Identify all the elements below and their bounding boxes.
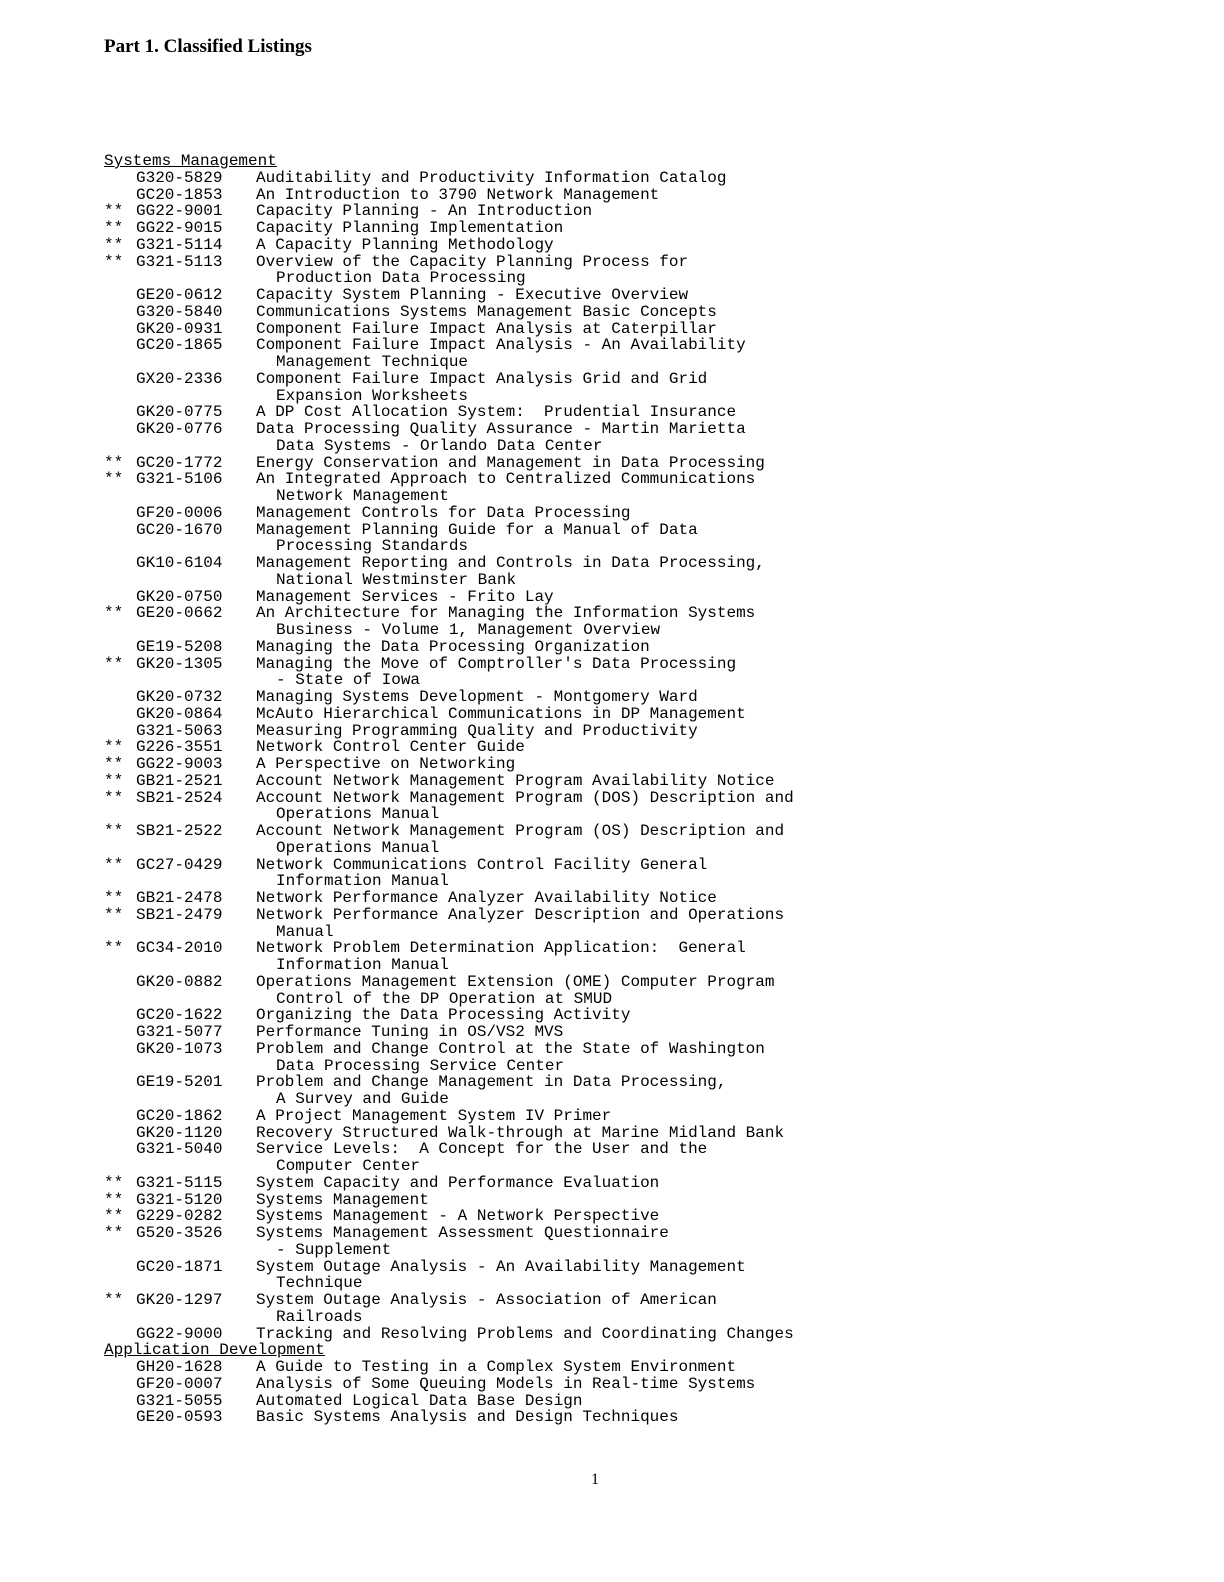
listing-entry <box>104 421 856 455</box>
new-entry-marker <box>104 1393 136 1410</box>
title-line: Network Performance Analyzer Description and Operations <box>256 905 785 924</box>
listing-entry <box>104 1141 856 1175</box>
publication-code: G321-5040 <box>136 1140 223 1159</box>
title-line: An Introduction to 3790 Network Management <box>256 185 660 204</box>
title-continuation-line: Processing Standards <box>276 537 469 556</box>
new-entry-marker <box>104 589 136 606</box>
publication-title <box>256 321 856 338</box>
title-line: Management Planning Guide for a Manual of Data <box>256 520 698 539</box>
publication-code: G321-5063 <box>136 721 223 740</box>
listing-entry <box>104 1192 856 1209</box>
title-line: Energy Conservation and Management in Data Processing <box>256 453 765 472</box>
title-line: Capacity System Planning - Executive Overview <box>256 286 689 304</box>
listing-entry <box>104 1292 856 1326</box>
publication-title <box>256 605 856 639</box>
listing-entry <box>104 639 856 656</box>
title-continuation-line: Business - Volume 1, Management Overview <box>276 621 661 639</box>
publication-title <box>256 287 856 304</box>
publication-code: GK20-0882 <box>136 972 223 991</box>
new-entry-marker <box>104 421 136 455</box>
publication-code: GG22-9015 <box>136 219 223 237</box>
listing-entry <box>104 605 856 639</box>
new-entry-marker <box>104 1074 136 1108</box>
publication-title <box>256 656 856 690</box>
title-line: Tracking and Resolving Problems and Coordinating Changes <box>256 1324 794 1343</box>
new-entry-marker <box>104 522 136 556</box>
title-line: Network Communications Control Facility General <box>256 855 708 874</box>
new-entry-marker: ** <box>104 1207 124 1226</box>
publication-title <box>256 639 856 656</box>
publication-code: GK20-1073 <box>136 1039 223 1058</box>
title-line: Network Control Center Guide <box>256 738 525 757</box>
new-entry-marker: ** <box>104 202 124 221</box>
publication-title <box>256 187 856 204</box>
listing-entry <box>104 1007 856 1024</box>
publication-code: GK20-0775 <box>136 403 223 422</box>
publication-title <box>256 203 856 220</box>
title-line: An Integrated Approach to Centralized Communications <box>256 470 756 489</box>
listing-entry <box>104 1125 856 1142</box>
title-continuation-line: National Westminster Bank <box>276 570 517 589</box>
listing-entry <box>104 974 856 1008</box>
new-entry-marker: ** <box>104 771 124 790</box>
new-entry-marker <box>104 689 136 706</box>
publication-code: GC20-1853 <box>136 185 223 204</box>
new-entry-marker <box>104 1409 136 1426</box>
listing-entry <box>104 890 856 907</box>
publication-title <box>256 170 856 187</box>
new-entry-marker <box>104 706 136 723</box>
listing-entry <box>104 689 856 706</box>
publication-code: GC20-1772 <box>136 453 223 472</box>
publication-title <box>256 1074 856 1108</box>
listing-entry <box>104 1074 856 1108</box>
new-entry-marker: ** <box>104 889 124 907</box>
title-line: Component Failure Impact Analysis at Caterpillar <box>256 319 717 338</box>
title-line: Managing Systems Development - Montgomery Ward <box>256 688 698 706</box>
title-line: Component Failure Impact Analysis Grid and Grid <box>256 369 708 388</box>
publication-title <box>256 455 856 472</box>
listing-entry <box>104 170 856 187</box>
new-entry-marker <box>104 723 136 740</box>
title-line: Managing the Move of Comptroller's Data Processing <box>256 654 737 673</box>
title-continuation-line: Operations Manual <box>276 838 440 857</box>
publication-title <box>256 857 856 891</box>
listing-entry <box>104 656 856 690</box>
publication-title <box>256 1192 856 1209</box>
publication-code: GC27-0429 <box>136 855 223 874</box>
section-title: Systems Management <box>104 152 277 170</box>
publication-title <box>256 739 856 756</box>
publication-code: G321-5120 <box>136 1190 223 1209</box>
new-entry-marker: ** <box>104 453 124 472</box>
publication-code: G321-5077 <box>136 1023 223 1041</box>
listing-entry <box>104 203 856 220</box>
title-line: A Guide to Testing in a Complex System Environment <box>256 1358 737 1376</box>
new-entry-marker <box>104 287 136 304</box>
publication-title <box>256 1393 856 1410</box>
new-entry-marker <box>104 639 136 656</box>
title-continuation-line: Information Manual <box>276 956 449 974</box>
publication-title <box>256 471 856 505</box>
new-entry-marker: ** <box>104 939 124 958</box>
title-line: Component Failure Impact Analysis - An Availability <box>256 336 746 355</box>
listing-entry <box>104 723 856 740</box>
publication-title <box>256 1376 856 1393</box>
new-entry-marker: ** <box>104 788 124 807</box>
listing-entry <box>104 505 856 522</box>
new-entry-marker <box>104 505 136 522</box>
new-entry-marker <box>104 337 136 371</box>
title-continuation-line: - Supplement <box>276 1240 392 1259</box>
listing-entry <box>104 1225 856 1259</box>
listing-entry <box>104 739 856 756</box>
publication-code: GC20-1670 <box>136 520 223 539</box>
listing-entry <box>104 589 856 606</box>
publication-code: GG22-9003 <box>136 755 223 773</box>
publication-code: GH20-1628 <box>136 1358 223 1376</box>
title-line: Automated Logical Data Base Design <box>256 1391 583 1410</box>
publication-code: G321-5115 <box>136 1173 223 1192</box>
publication-title <box>256 1259 856 1293</box>
publication-title <box>256 589 856 606</box>
title-line: Measuring Programming Quality and Productivity <box>256 721 698 740</box>
publication-title <box>256 505 856 522</box>
new-entry-marker <box>104 974 136 1008</box>
new-entry-marker <box>104 1259 136 1293</box>
new-entry-marker: ** <box>104 1224 124 1242</box>
new-entry-marker <box>104 1359 136 1376</box>
new-entry-marker <box>104 1108 136 1125</box>
title-continuation-line: Manual <box>276 922 334 941</box>
title-line: Problem and Change Control at the State of Washington <box>256 1039 765 1058</box>
publication-code: GC20-1862 <box>136 1106 223 1125</box>
new-entry-marker <box>104 170 136 187</box>
title-line: A Perspective on Networking <box>256 755 516 773</box>
listing-entry <box>104 1376 856 1393</box>
new-entry-marker <box>104 321 136 338</box>
publication-title <box>256 304 856 321</box>
publication-title <box>256 723 856 740</box>
listing-entry <box>104 404 856 421</box>
listing-entry <box>104 857 856 891</box>
publication-title <box>256 1041 856 1075</box>
title-continuation-line: Technique <box>276 1274 363 1293</box>
page-heading: Part 1. Classified Listings <box>104 36 312 57</box>
new-entry-marker <box>104 555 136 589</box>
publication-code: G321-5113 <box>136 252 223 271</box>
title-line: Organizing the Data Processing Activity <box>256 1006 631 1025</box>
new-entry-marker: ** <box>104 738 124 757</box>
publication-code: SB21-2479 <box>136 905 223 924</box>
publication-title <box>256 756 856 773</box>
title-line: System Capacity and Performance Evaluation <box>256 1173 660 1192</box>
publication-title <box>256 890 856 907</box>
listing-entry <box>104 187 856 204</box>
title-line: Data Processing Quality Assurance - Martin Marietta <box>256 420 746 438</box>
new-entry-marker <box>104 1041 136 1075</box>
listing-entry <box>104 790 856 824</box>
new-entry-marker: ** <box>104 219 124 237</box>
page-number: 1 <box>591 1471 599 1488</box>
title-line: Systems Management <box>256 1190 429 1209</box>
publication-title <box>256 1326 856 1343</box>
new-entry-marker <box>104 1141 136 1175</box>
new-entry-marker: ** <box>104 235 124 254</box>
publication-code: GG22-9000 <box>136 1324 223 1343</box>
publication-code: GK10-6104 <box>136 554 223 572</box>
title-line: Management Controls for Data Processing <box>256 503 631 522</box>
new-entry-marker: ** <box>104 755 124 773</box>
title-line: Service Levels: A Concept for the User and the <box>256 1140 708 1159</box>
publication-code: G229-0282 <box>136 1207 223 1226</box>
new-entry-marker <box>104 1376 136 1393</box>
new-entry-marker <box>104 1007 136 1024</box>
title-continuation-line: Computer Center <box>276 1157 421 1175</box>
publication-title <box>256 1024 856 1041</box>
publication-title <box>256 1108 856 1125</box>
title-line: Recovery Structured Walk-through at Marine Midland Bank <box>256 1123 785 1142</box>
listing-entry <box>104 1393 856 1410</box>
title-continuation-line: Railroads <box>276 1307 363 1326</box>
title-line: Performance Tuning in OS/VS2 MVS <box>256 1023 564 1041</box>
publication-title <box>256 1208 856 1225</box>
title-line: Network Problem Determination Application: General <box>256 939 746 958</box>
publication-title <box>256 555 856 589</box>
title-line: Problem and Change Management in Data Processing, <box>256 1073 727 1092</box>
listing-entry <box>104 1024 856 1041</box>
publication-code: G226-3551 <box>136 738 223 757</box>
title-continuation-line: Network Management <box>276 487 449 505</box>
title-line: Network Performance Analyzer Availability Notice <box>256 889 717 907</box>
publication-title <box>256 254 856 288</box>
title-continuation-line: Production Data Processing <box>276 269 526 288</box>
publication-title <box>256 337 856 371</box>
listing-entry <box>104 337 856 371</box>
publication-title <box>256 823 856 857</box>
title-line: Operations Management Extension (OME) Computer Program <box>256 972 775 991</box>
publication-code: GX20-2336 <box>136 369 223 388</box>
publication-code: GC20-1622 <box>136 1006 223 1025</box>
publication-title <box>256 1225 856 1259</box>
listing-entry <box>104 1041 856 1075</box>
title-line: Analysis of Some Queuing Models in Real-time Systems <box>256 1374 756 1393</box>
publication-code: G321-5106 <box>136 470 223 489</box>
publication-code: GK20-0864 <box>136 704 223 723</box>
publication-title <box>256 404 856 421</box>
new-entry-marker: ** <box>104 1190 124 1209</box>
listing-entry <box>104 304 856 321</box>
publication-title <box>256 1141 856 1175</box>
title-continuation-line: Expansion Worksheets <box>276 386 469 405</box>
title-line: A Capacity Planning Methodology <box>256 235 554 254</box>
listing-entry <box>104 321 856 338</box>
title-line: Management Services - Frito Lay <box>256 587 554 606</box>
listing-entry <box>104 471 856 505</box>
listing-entry <box>104 907 856 941</box>
title-line: A Project Management System IV Primer <box>256 1106 612 1125</box>
title-continuation-line: Data Systems - Orlando Data Center <box>276 436 603 455</box>
publication-code: GK20-0750 <box>136 587 223 606</box>
publication-title <box>256 1007 856 1024</box>
new-entry-marker <box>104 404 136 421</box>
title-line: A DP Cost Allocation System: Prudential Insurance <box>256 403 737 422</box>
publication-title <box>256 907 856 941</box>
title-continuation-line: Data Processing Service Center <box>276 1056 565 1075</box>
publication-title <box>256 371 856 405</box>
listing-entry <box>104 1175 856 1192</box>
listing-entry <box>104 706 856 723</box>
title-continuation-line: - State of Iowa <box>276 671 421 690</box>
new-entry-marker: ** <box>104 822 124 840</box>
publication-code: GK20-0732 <box>136 688 223 706</box>
new-entry-marker <box>104 1125 136 1142</box>
new-entry-marker: ** <box>104 470 124 489</box>
publication-code: GE20-0612 <box>136 286 223 304</box>
publication-code: GG22-9001 <box>136 202 223 221</box>
new-entry-marker: ** <box>104 604 124 623</box>
title-line: Management Reporting and Controls in Data Processing, <box>256 554 765 572</box>
publication-title <box>256 1359 856 1376</box>
publication-code: GK20-1297 <box>136 1291 223 1309</box>
listing-entry <box>104 1326 856 1343</box>
new-entry-marker: ** <box>104 654 124 673</box>
new-entry-marker <box>104 1024 136 1041</box>
listing-entry <box>104 823 856 857</box>
publication-title <box>256 421 856 455</box>
listing-entry <box>104 455 856 472</box>
publication-title <box>256 1409 856 1426</box>
publication-code: G320-5829 <box>136 168 223 187</box>
listing-entry <box>104 287 856 304</box>
listing-entry <box>104 371 856 405</box>
listing-entry <box>104 756 856 773</box>
listing-entry <box>104 522 856 556</box>
publication-title <box>256 773 856 790</box>
title-line: System Outage Analysis - Association of American <box>256 1291 717 1309</box>
title-continuation-line: Information Manual <box>276 872 449 891</box>
title-continuation-line: Control of the DP Operation at SMUD <box>276 989 613 1008</box>
publication-code: GK20-1305 <box>136 654 223 673</box>
title-line: Capacity Planning Implementation <box>256 219 564 237</box>
listing-entry <box>104 220 856 237</box>
title-line: Account Network Management Program Availability Notice <box>256 771 775 790</box>
listing-entry <box>104 1108 856 1125</box>
publication-code: G321-5114 <box>136 235 223 254</box>
listing-entry <box>104 555 856 589</box>
publication-title <box>256 974 856 1008</box>
publication-code: GE19-5201 <box>136 1073 223 1092</box>
title-line: Managing the Data Processing Organization <box>256 637 650 656</box>
publication-title <box>256 940 856 974</box>
publication-title <box>256 1125 856 1142</box>
publication-code: GC20-1871 <box>136 1257 223 1276</box>
title-line: Auditability and Productivity Information Catalog <box>256 168 727 187</box>
publication-code: GC34-2010 <box>136 939 223 958</box>
listing-entry <box>104 254 856 288</box>
publication-code: SB21-2522 <box>136 822 223 840</box>
listing-entry <box>104 773 856 790</box>
listing-entry <box>104 237 856 254</box>
title-line: System Outage Analysis - An Availability Management <box>256 1257 746 1276</box>
new-entry-marker <box>104 187 136 204</box>
title-line: Capacity Planning - An Introduction <box>256 202 593 221</box>
publication-title <box>256 237 856 254</box>
listing-entry <box>104 940 856 974</box>
section-title: Application Development <box>104 1341 325 1360</box>
publication-title <box>256 1292 856 1326</box>
publication-code: G321-5055 <box>136 1391 223 1410</box>
title-continuation-line: A Survey and Guide <box>276 1090 449 1108</box>
new-entry-marker <box>104 304 136 321</box>
new-entry-marker <box>104 1326 136 1343</box>
publication-code: GK20-1120 <box>136 1123 223 1142</box>
title-line: An Architecture for Managing the Information Systems <box>256 604 756 623</box>
publication-code: SB21-2524 <box>136 788 223 807</box>
publication-code: GB21-2478 <box>136 889 223 907</box>
publication-code: GK20-0776 <box>136 420 223 438</box>
publication-title <box>256 1175 856 1192</box>
new-entry-marker: ** <box>104 855 124 874</box>
publication-code: GC20-1865 <box>136 336 223 355</box>
title-continuation-line: Operations Manual <box>276 805 440 824</box>
publication-code: G520-3526 <box>136 1224 223 1242</box>
title-line: McAuto Hierarchical Communications in DP Management <box>256 704 746 723</box>
publication-code: GF20-0007 <box>136 1374 223 1393</box>
listing-entry <box>104 1208 856 1225</box>
listing-entry <box>104 1259 856 1293</box>
publication-title <box>256 689 856 706</box>
new-entry-marker <box>104 371 136 405</box>
publication-title <box>256 220 856 237</box>
publication-title <box>256 790 856 824</box>
title-line: Systems Management - A Network Perspective <box>256 1207 660 1226</box>
listing-entry <box>104 1409 856 1426</box>
new-entry-marker: ** <box>104 252 124 271</box>
title-line: Communications Systems Management Basic Concepts <box>256 302 717 321</box>
publication-title <box>256 522 856 556</box>
publication-title <box>256 706 856 723</box>
publication-code: GK20-0931 <box>136 319 223 338</box>
publication-code: G320-5840 <box>136 302 223 321</box>
classified-listing <box>104 153 856 1426</box>
title-line: Basic Systems Analysis and Design Techniques <box>256 1408 679 1427</box>
title-line: Account Network Management Program (OS) Description and <box>256 822 785 840</box>
new-entry-marker: ** <box>104 905 124 924</box>
publication-code: GB21-2521 <box>136 771 223 790</box>
publication-code: GE19-5208 <box>136 637 223 656</box>
title-continuation-line: Management Technique <box>276 353 469 371</box>
new-entry-marker: ** <box>104 1291 124 1309</box>
new-entry-marker: ** <box>104 1173 124 1192</box>
title-line: Systems Management Assessment Questionnaire <box>256 1224 669 1242</box>
title-line: Overview of the Capacity Planning Process for <box>256 252 689 271</box>
publication-code: GE20-0593 <box>136 1408 223 1427</box>
title-line: Account Network Management Program (DOS) Description and <box>256 788 794 807</box>
publication-code: GF20-0006 <box>136 503 223 522</box>
publication-code: GE20-0662 <box>136 604 223 623</box>
listing-entry <box>104 1359 856 1376</box>
